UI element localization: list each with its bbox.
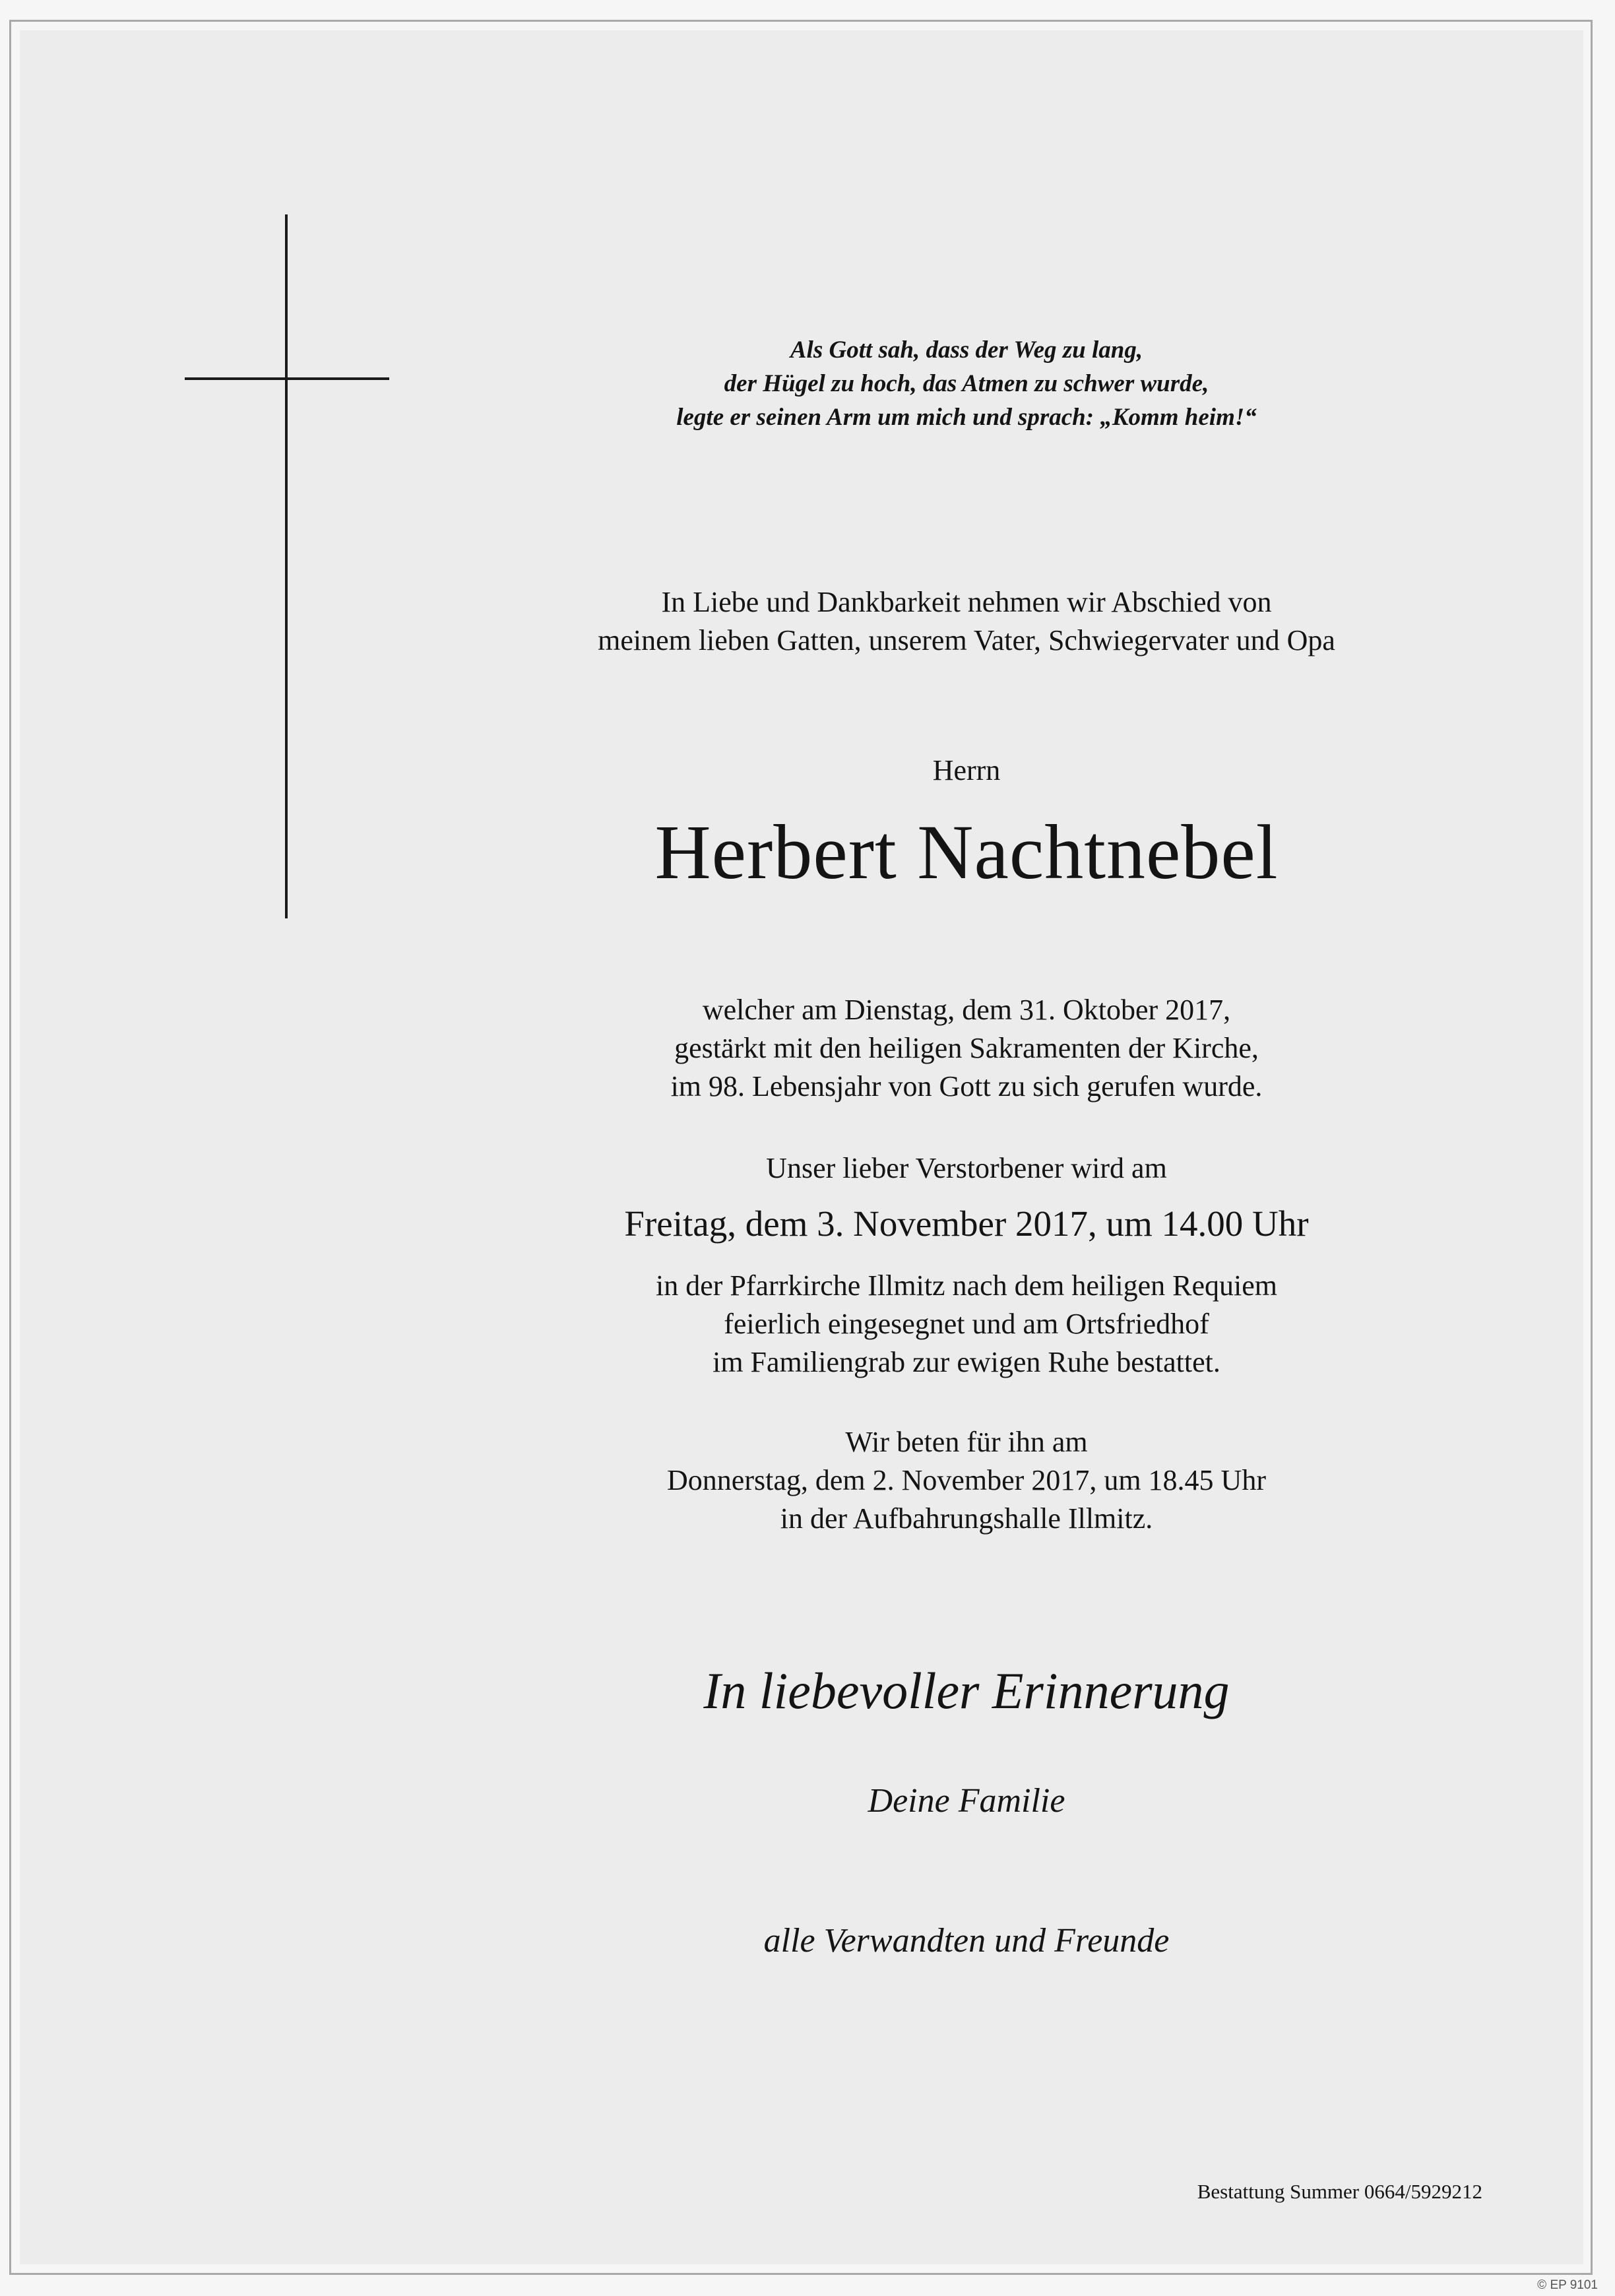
- funeral-details: [515, 1267, 1418, 1382]
- farewell-text: [515, 583, 1418, 660]
- prayer-line: Wir beten für ihn am: [845, 1426, 1088, 1458]
- farewell-line: In Liebe und Dankbarkeit nehmen wir Abschied von: [661, 586, 1272, 618]
- death-notice-line: im 98. Lebensjahr von Gott zu sich gerufen wurde.: [670, 1070, 1263, 1102]
- relatives-signature: alle Verwandten und Freunde: [763, 1922, 1170, 1960]
- prayer-line: Donnerstag, dem 2. November 2017, um 18.45 Uhr: [667, 1464, 1266, 1496]
- farewell-line: meinem lieben Gatten, unserem Vater, Schwiegervater und Opa: [598, 624, 1335, 656]
- funeral-intro: Unser lieber Verstorbener wird am: [766, 1152, 1167, 1184]
- verse-line: Als Gott sah, dass der Weg zu lang,: [790, 336, 1143, 364]
- prayer-line: in der Aufbahrungshalle Illmitz.: [780, 1502, 1153, 1535]
- print-code: © EP 9101: [1537, 2278, 1598, 2292]
- funeral-detail-line: feierlich eingesegnet und am Ortsfriedhof: [724, 1308, 1209, 1340]
- opening-verse: [515, 333, 1418, 434]
- death-notice-line: welcher am Dienstag, dem 31. Oktober 2017,: [702, 994, 1231, 1026]
- funeral-detail-line: in der Pfarrkirche Illmitz nach dem heiligen Requiem: [655, 1269, 1277, 1302]
- funeral-detail-line: im Familiengrab zur ewigen Ruhe bestattet.: [712, 1346, 1220, 1378]
- prayer-notice: [515, 1423, 1418, 1538]
- death-notice-line: gestärkt mit den heiligen Sakramenten der Kirche,: [674, 1032, 1259, 1064]
- deceased-name: Herbert Nachtnebel: [654, 809, 1279, 895]
- death-notice: [515, 991, 1418, 1106]
- salutation: Herrn: [932, 754, 1001, 786]
- memory-heading: In liebevoller Erinnerung: [703, 1662, 1230, 1719]
- undertaker-contact: Bestattung Summer 0664/5929212: [1197, 2180, 1482, 2203]
- funeral-date: Freitag, dem 3. November 2017, um 14.00 Uhr: [624, 1203, 1309, 1244]
- verse-line: legte er seinen Arm um mich und sprach: „Komm heim!“: [676, 404, 1257, 431]
- verse-line: der Hügel zu hoch, das Atmen zu schwer wurde,: [724, 370, 1209, 397]
- family-signature: Deine Familie: [868, 1782, 1065, 1820]
